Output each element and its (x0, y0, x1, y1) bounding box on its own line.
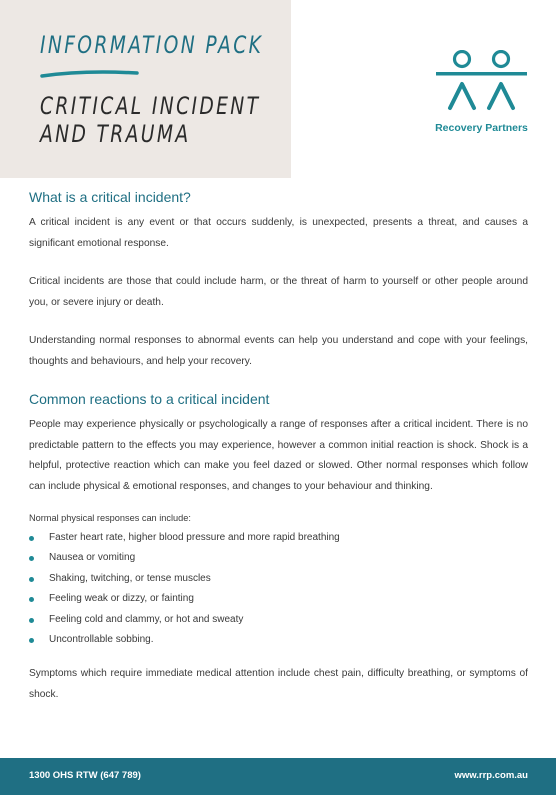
list-item: Nausea or vomiting (49, 548, 528, 568)
footer-website-link[interactable]: www.rrp.com.au (454, 770, 528, 781)
bullet-icon (29, 597, 34, 602)
paragraph: Critical incidents are those that could include harm, or the threat of harm to yourself or other people around you, or severe injury or death. (29, 276, 528, 308)
footer-bar (0, 758, 556, 795)
list-item: Faster heart rate, higher blood pressure and more rapid breathing (49, 528, 528, 548)
title-line-2: AND TRAUMA (40, 120, 191, 148)
two-people-icon (434, 50, 529, 112)
section-heading-critical-incident: What is a critical incident? (29, 189, 191, 205)
bullet-icon (29, 577, 34, 582)
bullet-icon (29, 638, 34, 643)
list-item: Feeling weak or dizzy, or fainting (49, 589, 528, 609)
recovery-partners-logo (434, 50, 529, 134)
section-heading-common-reactions: Common reactions to a critical incident (29, 391, 270, 407)
bullet-icon (29, 536, 34, 541)
bullet-icon (29, 556, 34, 561)
list-item: Feeling cold and clammy, or hot and sweaty (49, 610, 528, 630)
paragraph: A critical incident is any event or that occurs suddenly, is unexpected, presents a threat, and causes a significant emotional response. (29, 217, 528, 249)
bullet-icon (29, 618, 34, 623)
list-label: Normal physical responses can include: (29, 513, 191, 523)
title-line-1: CRITICAL INCIDENT (40, 92, 261, 120)
eyebrow-label: INFORMATION PACK (40, 31, 264, 59)
list-item: Shaking, twitching, or tense muscles (49, 569, 528, 589)
paragraph: People may experience physically or psychologically a range of responses after a critical incident. There is no predictable pattern to the effects you may experience, however a common initial reaction is shock. Shock is a helpful, protective reaction which can make you feel dazed or slowed. Other normal responses which follow can include physical & emotional responses, and changes to your behaviour and thinking. (29, 419, 528, 492)
list-item: Uncontrollable sobbing. (49, 630, 528, 650)
logo-wordmark: Recovery Partners (435, 122, 528, 134)
document-title (40, 92, 260, 148)
brush-underline (40, 68, 140, 80)
physical-responses-list (29, 528, 528, 650)
paragraph: Understanding normal responses to abnormal events can help you understand and cope with your feelings, thoughts and behaviours, and help your recovery. (29, 335, 528, 367)
footer-phone: 1300 OHS RTW (647 789) (29, 770, 141, 781)
closing-paragraph: Symptoms which require immediate medical attention include chest pain, difficulty breathing, or symptoms of shock. (29, 668, 528, 700)
main-content (29, 188, 528, 705)
header-panel (0, 0, 291, 178)
